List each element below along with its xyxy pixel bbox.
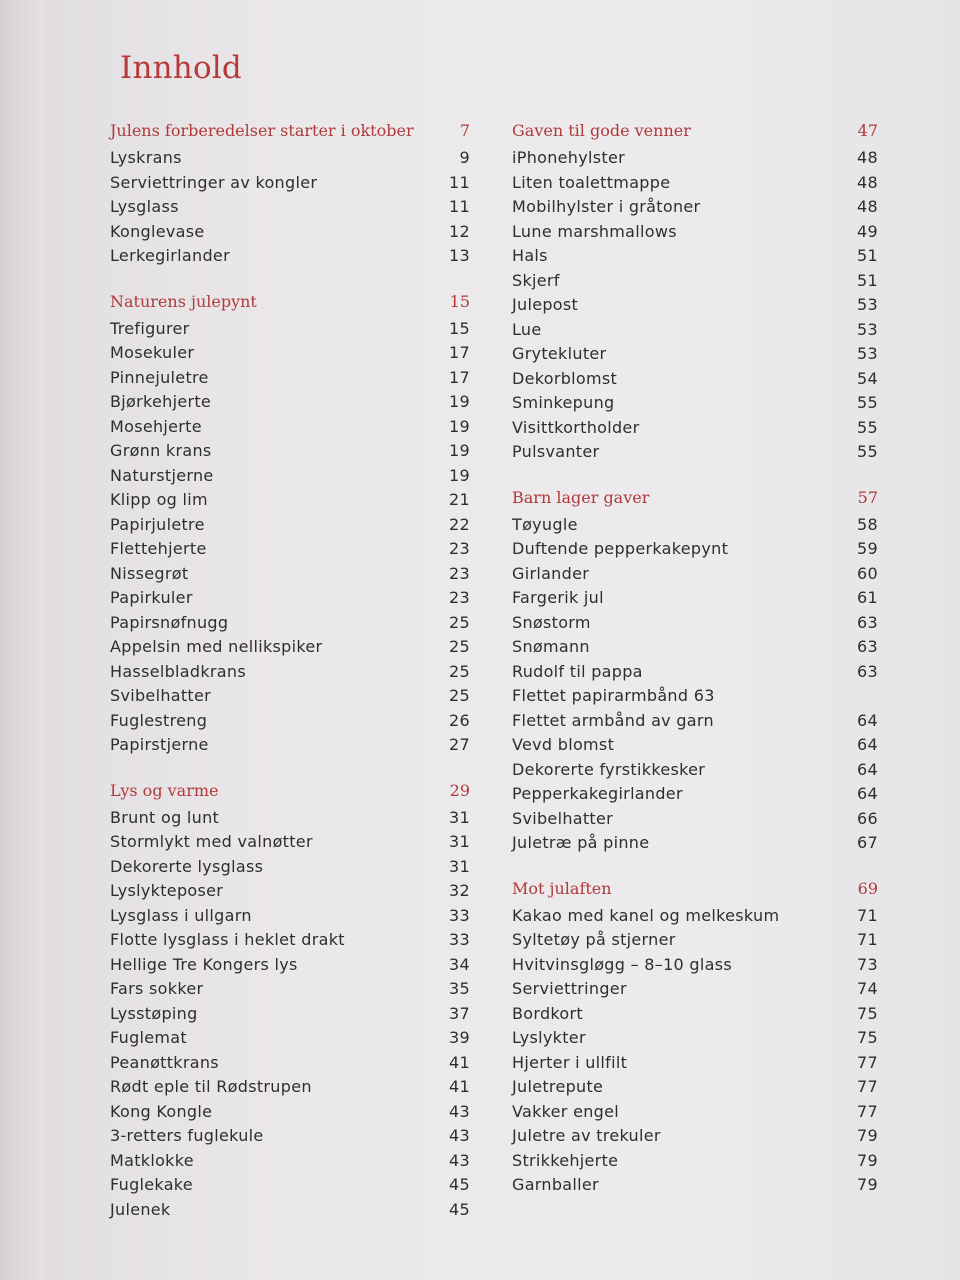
- toc-entry-label: Juletre av trekuler: [512, 1126, 661, 1145]
- toc-entry: [512, 586, 878, 611]
- toc-entry-page: 77: [857, 1077, 878, 1096]
- toc-entry-label: Papirsnøfnugg: [110, 612, 229, 632]
- toc-entry: [512, 758, 878, 783]
- toc-entry-page: 12: [449, 221, 470, 241]
- toc-entry-label: Pepperkakegirlander: [512, 784, 683, 803]
- toc-entry: [110, 390, 470, 415]
- toc-entry-page: 39: [449, 1028, 470, 1047]
- toc-entry-page: 63: [857, 612, 878, 632]
- toc-entry-label: Lysglass: [110, 197, 179, 216]
- toc-entry-page: 11: [449, 197, 470, 216]
- toc-entry: [110, 733, 470, 758]
- toc-entry: [110, 879, 470, 904]
- toc-entry-label: Hasselbladkrans: [110, 661, 246, 681]
- toc-entry-page: 59: [857, 539, 878, 558]
- toc-entry-label: Hellige Tre Kongers lys: [110, 954, 298, 974]
- toc-section: [512, 874, 878, 1198]
- section-heading-page: 69: [857, 878, 878, 898]
- toc-entry-page: 49: [857, 221, 878, 241]
- toc-entry: [110, 830, 470, 855]
- toc-entry: [110, 855, 470, 880]
- toc-entry-label: Lerkegirlander: [110, 246, 230, 265]
- toc-entry-page: 55: [857, 393, 878, 412]
- toc-entry-page: 22: [449, 514, 470, 534]
- toc-entry: [512, 953, 878, 978]
- toc-entry-label: Trefigurer: [110, 318, 190, 338]
- toc-entry-label: Naturstjerne: [110, 465, 214, 485]
- toc-entry-page: 58: [857, 514, 878, 534]
- toc-entry-label: Vakker engel: [512, 1101, 620, 1121]
- section-heading: [110, 776, 470, 806]
- toc-entry: [110, 1051, 470, 1076]
- toc-entry: [512, 611, 878, 636]
- toc-entry: [110, 904, 470, 929]
- toc-entry: [512, 782, 878, 807]
- toc-entry-label: Girlander: [512, 563, 590, 583]
- toc-entry-page: 43: [449, 1101, 470, 1121]
- toc-section: [512, 116, 878, 465]
- toc-entry-page: 73: [857, 954, 878, 974]
- toc-entry-page: 74: [857, 979, 878, 998]
- toc-entry-page: 64: [857, 735, 878, 754]
- toc-entry: [512, 367, 878, 392]
- toc-entry-label: Grytekluter: [512, 344, 607, 363]
- toc-entry: [512, 146, 878, 171]
- toc-entry-label: Juletræ på pinne: [512, 833, 650, 852]
- toc-entry: [512, 807, 878, 832]
- toc-entry-label: Serviettringer av kongler: [110, 172, 318, 192]
- toc-entry-label: Syltetøy på stjerner: [512, 930, 676, 949]
- toc-entry-label: Fuglekake: [110, 1175, 193, 1194]
- toc-entry-page: 19: [449, 441, 470, 460]
- toc-entry: [512, 928, 878, 953]
- toc-entry-page: 45: [449, 1199, 470, 1219]
- toc-entry-label: Konglevase: [110, 221, 205, 241]
- toc-entry: [110, 1124, 470, 1149]
- toc-entry: [110, 586, 470, 611]
- toc-entry: [512, 342, 878, 367]
- toc-entry-label: Papirjuletre: [110, 514, 205, 534]
- toc-entry-page: 75: [857, 1028, 878, 1047]
- toc-entry-label: Sminkepung: [512, 393, 615, 412]
- toc-entry: [512, 1026, 878, 1051]
- toc-entry-page: 26: [449, 710, 470, 730]
- toc-entry-page: 34: [449, 954, 470, 974]
- toc-entry-page: 19: [449, 465, 470, 485]
- toc-entry-page: 71: [857, 905, 878, 925]
- toc-entry: [110, 977, 470, 1002]
- toc-entry: [110, 1100, 470, 1125]
- toc-entry-label: Flettet armbånd av garn: [512, 710, 714, 730]
- toc-entry-label: Bordkort: [512, 1003, 583, 1023]
- toc-entry-label: Klipp og lim: [110, 490, 208, 509]
- toc-entry-page: 53: [857, 319, 878, 339]
- toc-column-right: [512, 116, 878, 1216]
- toc-entry-page: 48: [857, 172, 878, 192]
- toc-entry-label: Skjerf: [512, 270, 560, 290]
- section-heading-page: 47: [857, 121, 878, 140]
- section-heading: [512, 874, 878, 904]
- toc-entry-label: Julenek: [110, 1199, 171, 1219]
- section-heading-label: Lys og varme: [110, 780, 219, 800]
- toc-entry: [110, 660, 470, 685]
- toc-entry-page: 55: [857, 417, 878, 437]
- toc-entry: [110, 220, 470, 245]
- toc-entry-label: 3-retters fuglekule: [110, 1126, 264, 1145]
- toc-entry-label: Kakao med kanel og melkeskum: [512, 905, 780, 925]
- toc-entry-label: Pinnejuletre: [110, 367, 209, 387]
- toc-entry-page: 25: [449, 661, 470, 681]
- toc-entry: [110, 635, 470, 660]
- toc-entry-page: 43: [449, 1126, 470, 1145]
- toc-entry-label: Lysglass i ullgarn: [110, 905, 252, 925]
- toc-entry-label: Grønn krans: [110, 441, 212, 460]
- toc-entry-page: 35: [449, 979, 470, 998]
- section-heading: [110, 287, 470, 317]
- toc-entry-page: 64: [857, 784, 878, 803]
- toc-entry-page: 45: [449, 1175, 470, 1194]
- toc-entry-label: Garnballer: [512, 1175, 599, 1194]
- toc-entry: [512, 709, 878, 734]
- toc-entry: [512, 904, 878, 929]
- toc-entry-label: Lyslykteposer: [110, 881, 224, 900]
- toc-entry-page: 17: [449, 367, 470, 387]
- toc-entry-page: 51: [857, 246, 878, 265]
- toc-entry: [110, 806, 470, 831]
- toc-entry: [512, 1173, 878, 1198]
- toc-entry-label: Snømann: [512, 637, 590, 656]
- toc-entry: [512, 684, 878, 709]
- toc-entry-page: 23: [449, 539, 470, 558]
- toc-entry-page: 55: [857, 442, 878, 461]
- toc-entry: [512, 220, 878, 245]
- toc-entry-page: 51: [857, 270, 878, 290]
- toc-entry-label: Pulsvanter: [512, 442, 600, 461]
- toc-entry: [512, 171, 878, 196]
- toc-entry-page: 23: [449, 588, 470, 607]
- section-heading-label: Julens forberedelser starter i oktober: [110, 121, 414, 140]
- toc-entry-page: 25: [449, 612, 470, 632]
- toc-entry: [512, 1051, 878, 1076]
- toc-entry: [512, 635, 878, 660]
- toc-entry: [110, 537, 470, 562]
- toc-entry-label: Lyslykter: [512, 1028, 586, 1047]
- toc-entry-label: Bjørkehjerte: [110, 392, 212, 411]
- toc-entry-page: 23: [449, 563, 470, 583]
- section-heading-page: 29: [449, 780, 470, 800]
- toc-entry-label: Lyskrans: [110, 148, 182, 167]
- toc-entry-label: Matklokke: [110, 1150, 194, 1170]
- toc-entry: [110, 244, 470, 269]
- toc-entry-page: 79: [857, 1126, 878, 1145]
- toc-entry-label: Papirstjerne: [110, 735, 209, 754]
- toc-entry: [110, 1173, 470, 1198]
- toc-entry-page: 33: [449, 930, 470, 949]
- toc-entry: [512, 269, 878, 294]
- toc-entry-label: Duftende pepperkakepynt: [512, 539, 729, 558]
- toc-entry-page: 77: [857, 1052, 878, 1072]
- toc-entry-label: Liten toalettmappe: [512, 172, 671, 192]
- toc-entry: [512, 195, 878, 220]
- toc-entry-label: Kong Kongle: [110, 1101, 213, 1121]
- section-heading-label: Barn lager gaver: [512, 487, 650, 507]
- section-heading: [110, 116, 470, 146]
- toc-entry: [110, 488, 470, 513]
- toc-entry: [110, 1149, 470, 1174]
- toc-entry: [512, 440, 878, 465]
- toc-entry-page: 60: [857, 563, 878, 583]
- toc-entry: [110, 562, 470, 587]
- toc-entry-label: Papirkuler: [110, 588, 193, 607]
- toc-entry-page: 25: [449, 686, 470, 705]
- toc-entry-label: Nissegrøt: [110, 563, 189, 583]
- toc-entry: [512, 831, 878, 856]
- section-heading: [512, 116, 878, 146]
- toc-entry-page: 15: [449, 318, 470, 338]
- toc-entry-page: 79: [857, 1175, 878, 1194]
- toc-entry-label: Svibelhatter: [512, 808, 614, 828]
- toc-entry: [110, 1075, 470, 1100]
- toc-entry-label: Hvitvinsgløgg – 8–10 glass: [512, 954, 732, 974]
- toc-entry: [512, 318, 878, 343]
- toc-entry: [110, 317, 470, 342]
- toc-entry-label: Mosekuler: [110, 343, 195, 362]
- toc-entry-label: Dekorblomst: [512, 368, 618, 388]
- toc-entry: [110, 1026, 470, 1051]
- toc-entry-page: 27: [449, 735, 470, 754]
- toc-entry: [110, 171, 470, 196]
- toc-section: [512, 483, 878, 856]
- toc-entry-label: Juletrepute: [512, 1077, 604, 1096]
- toc-entry-label: Appelsin med nellikspiker: [110, 637, 323, 656]
- toc-entry-label: Strikkehjerte: [512, 1150, 619, 1170]
- toc-entry: [110, 709, 470, 734]
- toc-column-left: [110, 116, 470, 1240]
- toc-entry-label: Fuglestreng: [110, 710, 208, 730]
- toc-entry: [512, 1075, 878, 1100]
- toc-entry: [512, 562, 878, 587]
- toc-entry: [110, 415, 470, 440]
- toc-entry-page: 67: [857, 833, 878, 852]
- toc-entry-page: 63: [857, 661, 878, 681]
- toc-entry-page: 21: [449, 490, 470, 509]
- toc-entry: [110, 1198, 470, 1223]
- toc-entry-page: 64: [857, 759, 878, 779]
- toc-entry-label: Mosehjerte: [110, 416, 202, 436]
- toc-entry-page: 41: [449, 1052, 470, 1072]
- toc-entry: [512, 977, 878, 1002]
- toc-entry: [110, 684, 470, 709]
- toc-entry-page: 71: [857, 930, 878, 949]
- section-heading-label: Naturens julepynt: [110, 291, 257, 311]
- toc-entry-page: 31: [449, 832, 470, 851]
- toc-entry: [110, 513, 470, 538]
- toc-entry-page: 9: [459, 148, 470, 167]
- toc-entry-page: 32: [449, 881, 470, 900]
- toc-entry-page: 33: [449, 905, 470, 925]
- toc-entry-label: Serviettringer: [512, 979, 627, 998]
- toc-entry: [512, 513, 878, 538]
- section-heading-page: 57: [857, 487, 878, 507]
- toc-entry-label: Mobilhylster i gråtoner: [512, 197, 701, 216]
- toc-entry-label: Flettet papirarmbånd 63: [512, 686, 715, 705]
- toc-entry-label: Dekorerte lysglass: [110, 856, 264, 876]
- toc-entry-label: Peanøttkrans: [110, 1052, 219, 1072]
- toc-entry-page: 25: [449, 637, 470, 656]
- page-title: Innhold: [120, 50, 242, 86]
- section-heading-page: 7: [459, 121, 470, 140]
- toc-entry: [512, 733, 878, 758]
- toc-entry-label: Lune marshmallows: [512, 221, 677, 241]
- toc-entry-label: Svibelhatter: [110, 686, 212, 705]
- section-heading: [512, 483, 878, 513]
- toc-entry-page: 53: [857, 344, 878, 363]
- toc-entry: [512, 244, 878, 269]
- toc-entry: [110, 439, 470, 464]
- toc-entry-label: Flettehjerte: [110, 539, 207, 558]
- toc-entry: [110, 953, 470, 978]
- toc-entry: [512, 293, 878, 318]
- toc-entry-label: iPhonehylster: [512, 148, 625, 167]
- toc-entry-page: 31: [449, 856, 470, 876]
- toc-section: [110, 776, 470, 1223]
- page-gutter: [0, 0, 60, 1280]
- toc-entry-page: 48: [857, 148, 878, 167]
- toc-entry-label: Fuglemat: [110, 1028, 187, 1047]
- toc-entry-page: 48: [857, 197, 878, 216]
- toc-entry-label: Visittkortholder: [512, 417, 640, 437]
- toc-entry: [512, 1100, 878, 1125]
- toc-entry-label: Hjerter i ullfilt: [512, 1052, 628, 1072]
- toc-entry-label: Hals: [512, 246, 548, 265]
- toc-entry-page: 19: [449, 416, 470, 436]
- toc-entry: [512, 416, 878, 441]
- toc-entry: [110, 928, 470, 953]
- toc-entry-label: Julepost: [512, 295, 579, 314]
- toc-entry-label: Tøyugle: [512, 514, 578, 534]
- toc-entry-page: 43: [449, 1150, 470, 1170]
- toc-section: [110, 287, 470, 758]
- toc-entry-label: Vevd blomst: [512, 735, 615, 754]
- toc-entry-page: 75: [857, 1003, 878, 1023]
- toc-entry: [512, 1002, 878, 1027]
- toc-entry-page: 19: [449, 392, 470, 411]
- toc-entry-label: Lue: [512, 319, 542, 339]
- toc-entry-label: Fargerik jul: [512, 588, 604, 607]
- toc-entry-page: 17: [449, 343, 470, 362]
- toc-entry-page: 77: [857, 1101, 878, 1121]
- toc-entry: [512, 537, 878, 562]
- toc-entry-page: 79: [857, 1150, 878, 1170]
- toc-entry-page: 31: [449, 807, 470, 827]
- toc-entry: [110, 611, 470, 636]
- toc-entry-page: 53: [857, 295, 878, 314]
- toc-entry-page: 64: [857, 710, 878, 730]
- toc-entry: [512, 660, 878, 685]
- toc-entry: [110, 195, 470, 220]
- toc-entry: [110, 1002, 470, 1027]
- toc-entry-label: Brunt og lunt: [110, 807, 220, 827]
- section-heading-label: Gaven til gode venner: [512, 121, 691, 140]
- toc-entry: [110, 341, 470, 366]
- section-heading-page: 15: [449, 291, 470, 311]
- toc-entry-label: Stormlykt med valnøtter: [110, 832, 313, 851]
- toc-entry: [512, 391, 878, 416]
- toc-entry-label: Fars sokker: [110, 979, 204, 998]
- toc-entry-page: 11: [449, 172, 470, 192]
- toc-entry-page: 54: [857, 368, 878, 388]
- toc-entry-label: Lysstøping: [110, 1003, 198, 1023]
- section-heading-label: Mot julaften: [512, 878, 612, 898]
- toc-section: [110, 116, 470, 269]
- toc-entry: [110, 146, 470, 171]
- toc-entry-page: 61: [857, 588, 878, 607]
- toc-entry: [110, 366, 470, 391]
- toc-entry-page: 41: [449, 1077, 470, 1096]
- toc-entry-label: Rudolf til pappa: [512, 661, 643, 681]
- toc-entry-page: 66: [857, 808, 878, 828]
- toc-entry-page: 13: [449, 246, 470, 265]
- toc-entry: [110, 464, 470, 489]
- toc-entry: [512, 1149, 878, 1174]
- toc-entry-label: Dekorerte fyrstikkesker: [512, 759, 706, 779]
- toc-entry-label: Flotte lysglass i heklet drakt: [110, 930, 345, 949]
- toc-entry-page: 63: [857, 637, 878, 656]
- toc-entry: [512, 1124, 878, 1149]
- toc-entry-label: Rødt eple til Rødstrupen: [110, 1077, 312, 1096]
- toc-entry-label: Snøstorm: [512, 612, 591, 632]
- toc-entry-page: 37: [449, 1003, 470, 1023]
